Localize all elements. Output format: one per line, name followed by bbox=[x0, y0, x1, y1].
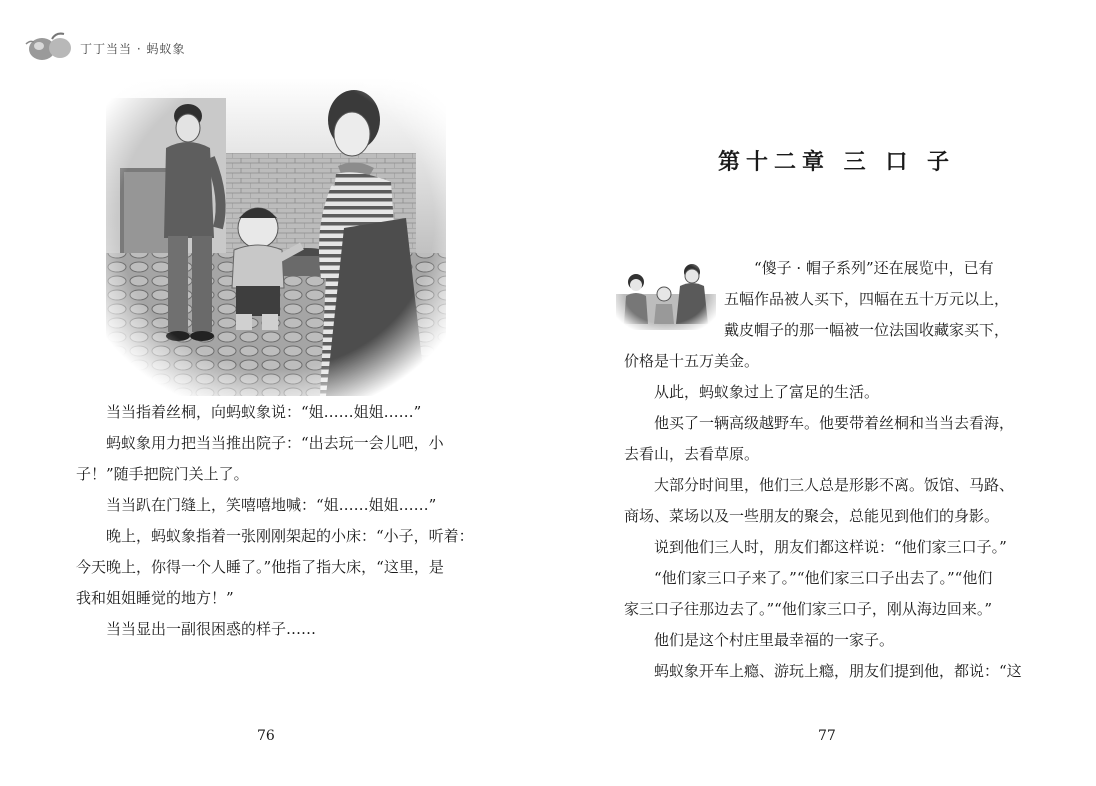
text-line: 我和姐姐睡觉的地方！” bbox=[76, 589, 234, 607]
text-line: 戴皮帽子的那一幅被一位法国收藏家买下， bbox=[724, 321, 1010, 339]
text-line: 说到他们三人时，朋友们都这样说：“他们家三口子。” bbox=[654, 538, 1007, 556]
gourd-logo-icon bbox=[22, 30, 78, 64]
text-line: 晚上，蚂蚁象指着一张刚刚架起的小床：“小子，听着： bbox=[106, 527, 474, 545]
text-line: 蚂蚁象开车上瘾、游玩上瘾，朋友们提到他，都说：“这 bbox=[654, 662, 1022, 680]
text-line: 五幅作品被人买下，四幅在五十万元以上， bbox=[724, 290, 1010, 308]
text-line: 当当趴在门缝上，笑嘻嘻地喊：“姐……姐姐……” bbox=[106, 496, 437, 514]
chapter-title: 第十二章 三 口 子 bbox=[718, 149, 955, 175]
text-line: 蚂蚁象用力把当当推出院子：“出去玩一会儿吧，小 bbox=[106, 434, 444, 452]
text-line: 商场、菜场以及一些朋友的聚会，总能见到他们的身影。 bbox=[624, 507, 1000, 525]
page-number: 77 bbox=[818, 728, 836, 744]
text-line: “傻子 · 帽子系列”还在展览中，已有 bbox=[754, 259, 994, 277]
left-body-text bbox=[76, 397, 476, 645]
text-line: 家三口子往那边去了。”“他们家三口子，刚从海边回来。” bbox=[624, 600, 993, 618]
text-line: 他们是这个村庄里最幸福的一家子。 bbox=[654, 631, 895, 649]
text-line: “他们家三口子来了。”“他们家三口子出去了。”“他们 bbox=[654, 569, 993, 587]
right-wrapped-text bbox=[724, 253, 1024, 346]
text-line: 子！”随手把院门关上了。 bbox=[76, 465, 249, 483]
text-line: 去看山，去看草原。 bbox=[624, 445, 760, 463]
text-line: 今天晚上，你得一个人睡了。”他指了指大床，“这里，是 bbox=[76, 558, 444, 576]
series-title: 丁丁当当 · 蚂蚁象 bbox=[80, 42, 186, 56]
text-line: 当当指着丝桐，向蚂蚁象说：“姐……姐姐……” bbox=[106, 403, 422, 421]
text-line: 价格是十五万美金。 bbox=[624, 352, 760, 370]
text-line: 大部分时间里，他们三人总是形影不离。饭馆、马路、 bbox=[654, 476, 1015, 494]
text-line: 他买了一辆高级越野车。他要带着丝桐和当当去看海， bbox=[654, 414, 1015, 432]
page-number: 76 bbox=[257, 728, 275, 744]
three-figures-vignette bbox=[616, 254, 716, 330]
text-line: 当当显出一副很困惑的样子…… bbox=[106, 620, 317, 638]
running-header bbox=[22, 30, 352, 64]
right-body-text bbox=[624, 346, 1034, 687]
right-page bbox=[548, 0, 1096, 786]
family-courtyard-illustration bbox=[106, 78, 446, 396]
text-line: 从此，蚂蚁象过上了富足的生活。 bbox=[654, 383, 880, 401]
